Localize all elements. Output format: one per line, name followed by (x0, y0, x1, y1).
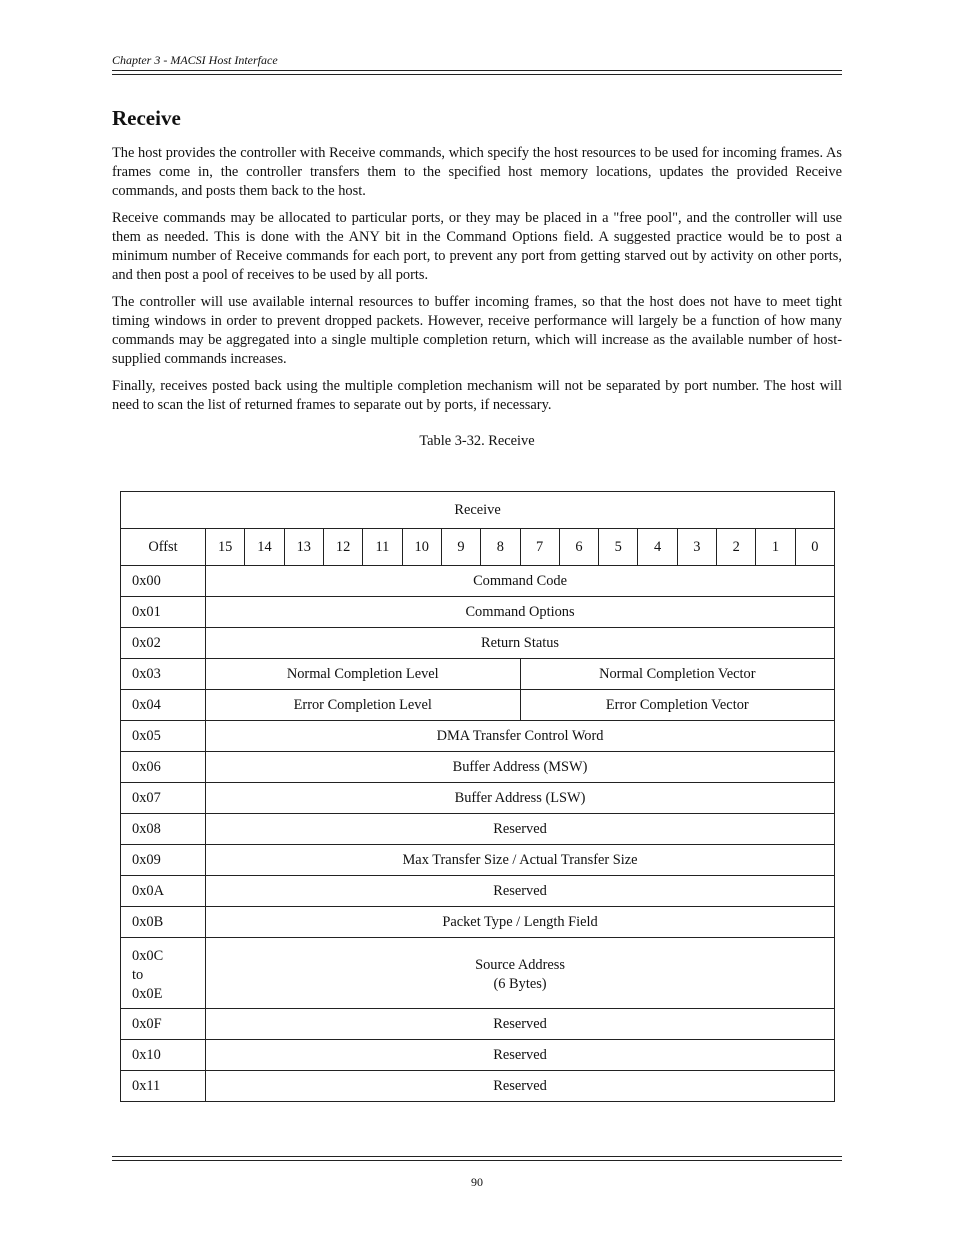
bit-header: 4 (638, 529, 677, 566)
bit-header: 9 (441, 529, 480, 566)
table-row (121, 1009, 835, 1040)
offset-cell: 0x02 (121, 628, 206, 659)
table-caption: Table 3-32. Receive (419, 433, 535, 449)
field-cell: Command Code (206, 566, 835, 597)
offset-cell: 0x0C to 0x0E (121, 938, 206, 1009)
offset-cell: 0x08 (121, 814, 206, 845)
table-row (121, 814, 835, 845)
bit-header: 1 (756, 529, 795, 566)
offset-cell: 0x0A (121, 876, 206, 907)
bit-header: 3 (677, 529, 716, 566)
offset-cell: 0x09 (121, 845, 206, 876)
offset-cell: 0x01 (121, 597, 206, 628)
bit-header: 11 (363, 529, 402, 566)
table-row (121, 1071, 835, 1102)
field-cell: Max Transfer Size / Actual Transfer Size (206, 845, 835, 876)
bit-header: 2 (717, 529, 756, 566)
paragraph: The controller will use available internal resources to buffer incoming frames, so that the host does not have to meet tight timing windows in order to prevent dropped packets. However, receive performance will largely be a function of how many commands may be aggregated into a single multiple completion return, which will increase as the available number of host-supplied commands increases. (112, 294, 842, 367)
field-cell: Command Options (206, 597, 835, 628)
field-cell: Reserved (206, 1071, 835, 1102)
header-rule-bottom (112, 74, 842, 75)
footer-rule-top (112, 1156, 842, 1157)
table-row (121, 938, 835, 1009)
table-row (121, 907, 835, 938)
table-row (121, 1040, 835, 1071)
bit-header: 6 (559, 529, 598, 566)
field-cell-low-byte: Normal Completion Vector (520, 659, 835, 690)
table-row (121, 690, 835, 721)
table-row (121, 876, 835, 907)
field-cell-high-byte: Error Completion Level (206, 690, 521, 721)
bit-header: 5 (599, 529, 638, 566)
field-cell: Source Address (6 Bytes) (206, 938, 835, 1009)
field-cell-low-byte: Error Completion Vector (520, 690, 835, 721)
receive-register-table (120, 491, 835, 1102)
offset-cell: 0x03 (121, 659, 206, 690)
field-cell: Buffer Address (MSW) (206, 752, 835, 783)
paragraph: Finally, receives posted back using the multiple completion mechanism will not be separated by port number. The host will need to scan the list of returned frames to separate out by ports, if necessary. (112, 378, 842, 413)
offset-cell: 0x11 (121, 1071, 206, 1102)
table-row (121, 752, 835, 783)
offset-cell: 0x06 (121, 752, 206, 783)
bit-header: 15 (206, 529, 245, 566)
bit-header: 10 (402, 529, 441, 566)
field-cell: Reserved (206, 814, 835, 845)
bit-header: 14 (245, 529, 284, 566)
offset-header: Offst (121, 529, 206, 566)
bit-header: 13 (284, 529, 323, 566)
table-row (121, 597, 835, 628)
field-cell: Reserved (206, 1040, 835, 1071)
table-title: Receive (121, 492, 835, 529)
section-title: Receive (112, 106, 181, 130)
field-cell: Reserved (206, 876, 835, 907)
offset-cell: 0x0B (121, 907, 206, 938)
table-row (121, 783, 835, 814)
offset-cell: 0x04 (121, 690, 206, 721)
page-number: 90 (471, 1175, 483, 1189)
table-row (121, 845, 835, 876)
offset-cell: 0x00 (121, 566, 206, 597)
table-row (121, 566, 835, 597)
body-text (112, 144, 842, 423)
offset-cell: 0x05 (121, 721, 206, 752)
bit-header: 0 (795, 529, 834, 566)
running-head: Chapter 3 - MACSI Host Interface (112, 53, 278, 67)
bit-header: 8 (481, 529, 520, 566)
field-cell: Return Status (206, 628, 835, 659)
bit-header: 7 (520, 529, 559, 566)
offset-cell: 0x07 (121, 783, 206, 814)
footer-rule-bottom (112, 1160, 842, 1161)
field-cell-high-byte: Normal Completion Level (206, 659, 521, 690)
table-row (121, 628, 835, 659)
paragraph: The host provides the controller with Receive commands, which specify the host resources to be used for incoming frames. As frames come in, the controller transfers them to the specified host memory locations, updates the provided Receive commands, and posts them back to the host. (112, 145, 842, 199)
field-cell: Reserved (206, 1009, 835, 1040)
paragraph: Receive commands may be allocated to particular ports, or they may be placed in a "free pool", and the controller will use them as needed. This is done with the ANY bit in the Command Options field. A suggested practice would be to post a minimum number of Receive commands for each port, to prevent any port from getting starved out by activity on other ports, and then post a pool of receives to be used by all ports. (112, 210, 842, 283)
field-cell: DMA Transfer Control Word (206, 721, 835, 752)
offset-cell: 0x10 (121, 1040, 206, 1071)
bit-header: 12 (323, 529, 362, 566)
table-row (121, 659, 835, 690)
header-rule-top (112, 70, 842, 71)
offset-cell: 0x0F (121, 1009, 206, 1040)
field-cell: Buffer Address (LSW) (206, 783, 835, 814)
field-cell: Packet Type / Length Field (206, 907, 835, 938)
table-row (121, 721, 835, 752)
